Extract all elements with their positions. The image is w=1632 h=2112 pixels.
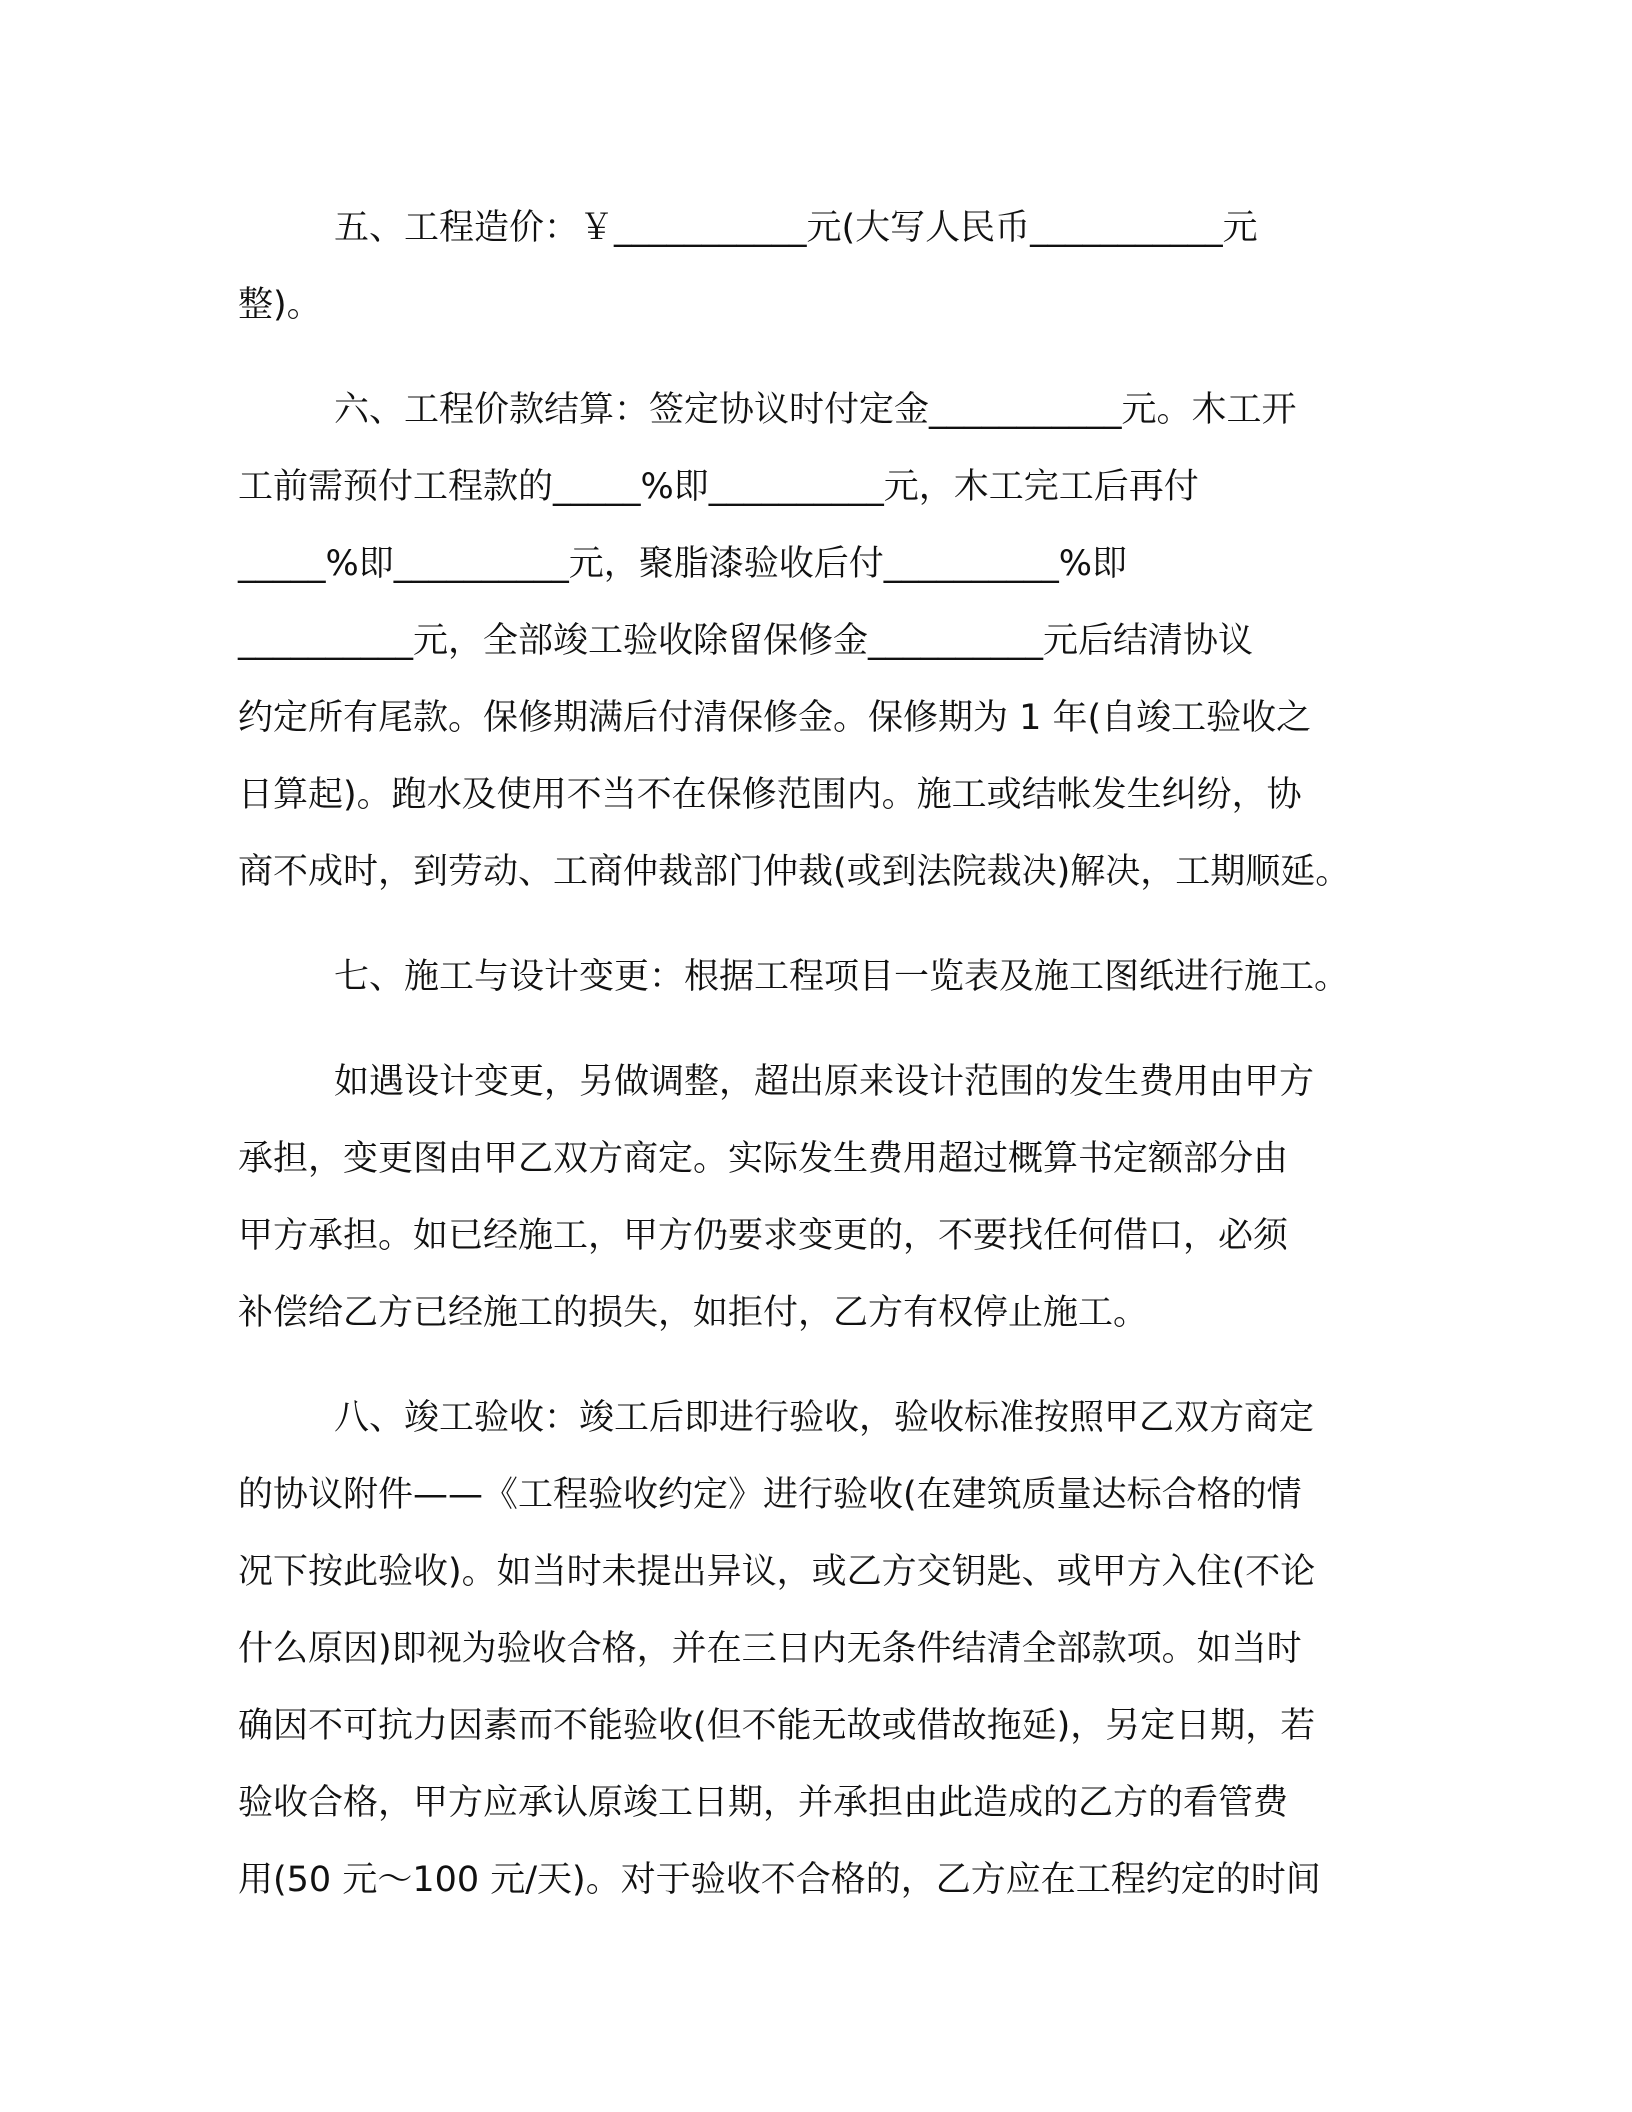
text-line: 补偿给乙方已经施工的损失，如拒付，乙方有权停止施工。: [238, 1293, 1149, 1333]
text-line: 约定所有尾款。保修期满后付清保修金。保修期为 1 年(自竣工验收之: [238, 698, 1312, 738]
text-line: 确因不可抗力因素而不能验收(但不能无故或借故拖延)，另定日期，若: [238, 1706, 1316, 1746]
text-line: 六、工程价款结算：签定协议时付定金___________元。木工开: [334, 390, 1297, 430]
text-line: __________元，全部竣工验收除留保修金__________元后结清协议: [238, 621, 1254, 661]
text-line: _____%即__________元，聚脂漆验收后付__________%即: [238, 544, 1128, 584]
paragraph-section-6-settlement: [238, 372, 1408, 911]
text-line: 承担，变更图由甲乙双方商定。实际发生费用超过概算书定额部分由: [238, 1139, 1289, 1179]
text-line: 如遇设计变更，另做调整，超出原来设计范围的发生费用由甲方: [334, 1062, 1315, 1102]
text-line: 八、竣工验收：竣工后即进行验收，验收标准按照甲乙双方商定: [334, 1398, 1315, 1438]
text-line: 七、施工与设计变更：根据工程项目一览表及施工图纸进行施工。: [334, 957, 1350, 997]
paragraph-section-7-design-change: [238, 939, 1408, 1016]
text-line: 日算起)。跑水及使用不当不在保修范围内。施工或结帐发生纠纷，协: [238, 775, 1302, 815]
paragraph-section-5-price: [238, 190, 1408, 344]
paragraph-section-8-acceptance: [238, 1380, 1408, 1919]
text-line: 甲方承担。如已经施工，甲方仍要求变更的，不要找任何借口，必须: [238, 1216, 1289, 1256]
text-line: 五、工程造价：￥___________元(大写人民币___________元: [334, 208, 1258, 248]
text-line: 的协议附件——《工程验收约定》进行验收(在建筑质量达标合格的情: [238, 1475, 1302, 1515]
text-line: 整)。: [238, 285, 322, 325]
text-line: 工前需预付工程款的_____%即__________元，木工完工后再付: [238, 467, 1199, 507]
text-line: 什么原因)即视为验收合格，并在三日内无条件结清全部款项。如当时: [238, 1629, 1302, 1669]
paragraph-section-7-design-change-detail: [238, 1044, 1408, 1352]
document-body: [238, 190, 1408, 1947]
text-line: 用(50 元～100 元/天)。对于验收不合格的，乙方应在工程约定的时间: [238, 1860, 1321, 1900]
text-line: 况下按此验收)。如当时未提出异议，或乙方交钥匙、或甲方入住(不论: [238, 1552, 1316, 1592]
text-line: 商不成时，到劳动、工商仲裁部门仲裁(或到法院裁决)解决，工期顺延。: [238, 852, 1351, 892]
text-line: 验收合格，甲方应承认原竣工日期，并承担由此造成的乙方的看管费: [238, 1783, 1289, 1823]
